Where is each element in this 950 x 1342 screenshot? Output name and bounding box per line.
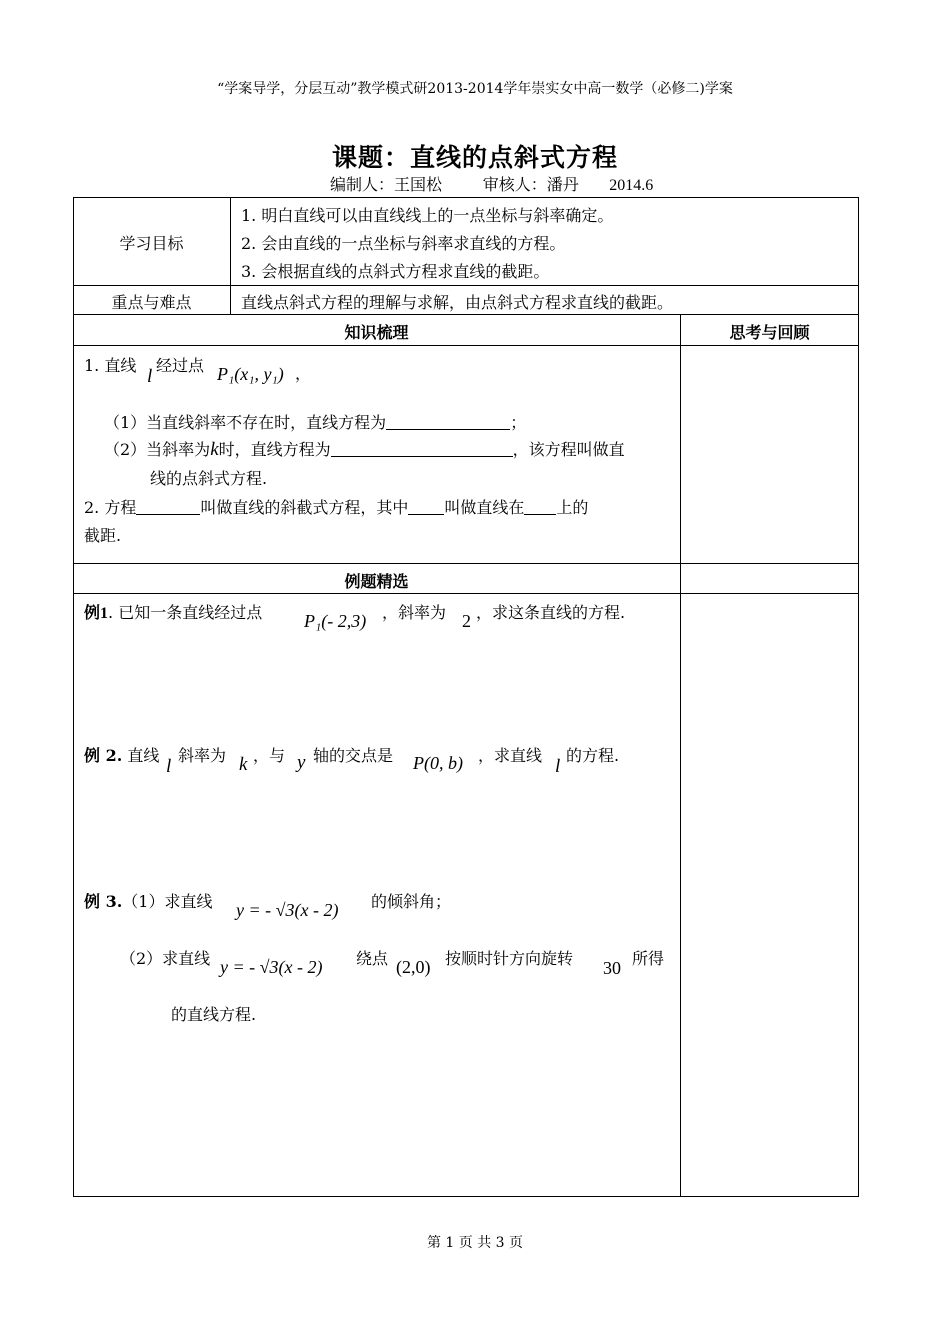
answer-blank xyxy=(524,498,556,515)
var-k: k xyxy=(239,754,248,775)
examples-header: 例题精选 xyxy=(344,572,409,591)
examples-header-separator xyxy=(73,593,859,594)
answer-blank xyxy=(386,413,510,430)
example-3-label: 例 3. xyxy=(84,892,123,911)
case-2-continued: 线的点斜式方程. xyxy=(150,469,268,488)
goals-label: 学习目标 xyxy=(119,234,184,253)
var-l: l xyxy=(147,366,153,387)
example-2-text: 直线 xyxy=(122,746,160,765)
document-header: “学案导学，分层互动”教学模式研2013-2014学年崇实女中高一数学（必修二)学案 xyxy=(217,81,733,97)
goals-divider xyxy=(230,197,231,315)
example-3-equation-2: y = - √3(x - 2) xyxy=(220,957,323,977)
example-3-text-2: 绕点 xyxy=(356,949,389,968)
editor-label: 编制人： xyxy=(330,175,395,194)
item-2-label: 2. 方程 xyxy=(84,498,137,517)
var-l: l xyxy=(166,756,172,777)
reviewer-name: 潘丹 xyxy=(546,175,579,194)
key-points-label: 重点与难点 xyxy=(111,293,192,312)
knowledge-item-1 xyxy=(84,353,136,376)
goal-item: 3. 会根据直线的点斜式方程求直线的截距。 xyxy=(241,262,550,281)
goal-item: 2. 会由直线的一点坐标与斜率求直线的方程。 xyxy=(241,234,566,253)
example-3-point: (2,0) xyxy=(396,957,431,977)
example-2-text-3: ，与 xyxy=(253,746,286,765)
case-2-mid: 时，直线方程为 xyxy=(218,440,331,459)
item-2-mid: 叫做直线的斜截式方程，其中 xyxy=(200,498,409,517)
goals-row-separator xyxy=(73,285,859,286)
example-3-text-3: 按顺时针方向旋转 xyxy=(445,949,574,968)
page-footer: 第 1 页 共 3 页 xyxy=(426,1235,524,1251)
example-1-point: P₁(- 2,3) xyxy=(304,611,367,631)
example-3-text-4: 所得 xyxy=(632,949,665,968)
knowledge-item-2 xyxy=(84,495,588,518)
example-3-angle: 30 xyxy=(603,958,621,978)
example-2-point: P(0, b) xyxy=(413,753,463,773)
example-2-text-5: ，求直线 xyxy=(478,746,543,765)
example-3-part-2: （2）求直线 xyxy=(120,949,211,968)
item-2-end: 上的 xyxy=(556,498,589,517)
example-3-continued: 的直线方程. xyxy=(171,1005,257,1024)
answer-blank xyxy=(331,440,513,457)
example-1-text: . 已知一条直线经过点 xyxy=(108,603,263,622)
knowledge-item-1-mid: 经过点 xyxy=(156,356,205,375)
key-points-text: 直线点斜式方程的理解与求解，由点斜式方程求直线的截距。 xyxy=(241,293,674,312)
example-2-text-6: 的方程. xyxy=(566,746,620,765)
case-2-label: （2）当斜率为 xyxy=(104,440,211,459)
example-1-label: 例 xyxy=(84,603,101,622)
knowledge-item-1-prefix: 1. 直线 xyxy=(84,356,137,375)
example-2-label: 例 2. xyxy=(84,746,123,765)
answer-blank xyxy=(408,498,444,515)
review-header: 思考与回顾 xyxy=(729,323,810,342)
var-y: y xyxy=(297,752,306,773)
examples-top-separator xyxy=(73,563,859,564)
var-l: l xyxy=(555,756,561,777)
example-1-text-2: ，斜率为 xyxy=(382,603,447,622)
example-1-number: 1 xyxy=(100,605,109,622)
review-column-divider xyxy=(680,314,681,1197)
date: 2014.6 xyxy=(609,177,654,194)
page-title: 课题：直线的点斜式方程 xyxy=(331,143,618,172)
goal-item: 1. 明白直线可以由直线线上的一点坐标与斜率确定。 xyxy=(241,206,614,225)
example-1-slope: 2 xyxy=(462,611,471,631)
example-3-part-1: （1）求直线 xyxy=(122,892,213,911)
knowledge-header: 知识梳理 xyxy=(344,323,409,342)
example-2 xyxy=(84,743,159,766)
case-1-end: ； xyxy=(510,413,527,432)
example-2-text-2: 斜率为 xyxy=(178,746,227,765)
example-3-equation: y = - √3(x - 2) xyxy=(236,900,339,920)
point-p1: P₁(x₁, y₁) xyxy=(217,364,284,384)
example-3 xyxy=(84,889,212,912)
example-1-text-3: ，求这条直线的方程. xyxy=(476,603,626,622)
authors-line xyxy=(330,172,653,195)
knowledge-item-1-end: ， xyxy=(295,364,312,383)
example-2-text-4: 轴的交点是 xyxy=(313,746,394,765)
case-2-end: ，该方程叫做直 xyxy=(512,440,625,459)
example-3-text: 的倾斜角； xyxy=(371,892,452,911)
case-2-text xyxy=(104,437,625,461)
editor-name: 王国松 xyxy=(394,175,443,194)
var-k: k xyxy=(210,439,219,460)
reviewer-label: 审核人： xyxy=(482,175,547,194)
knowledge-header-separator xyxy=(73,345,859,346)
case-1-text xyxy=(104,410,526,433)
knowledge-item-2-continued: 截距. xyxy=(84,526,122,545)
case-1-label: （1）当直线斜率不存在时，直线方程为 xyxy=(104,413,387,432)
item-2-mid2: 叫做直线在 xyxy=(444,498,525,517)
answer-blank xyxy=(136,498,200,515)
example-1 xyxy=(84,600,262,623)
